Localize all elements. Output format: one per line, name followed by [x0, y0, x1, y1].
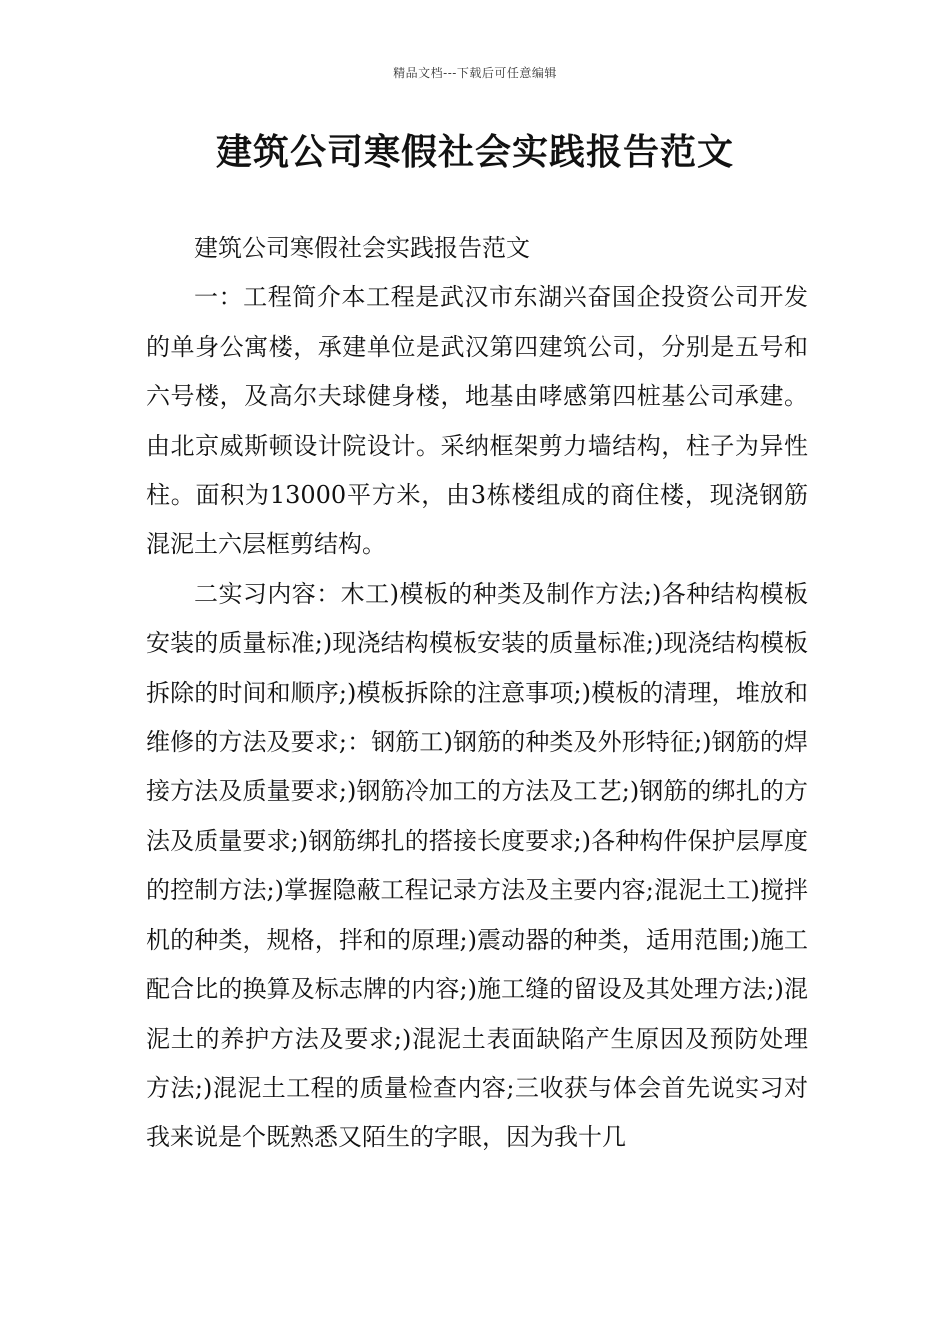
header-note: 精品文档---下载后可任意编辑	[393, 66, 557, 80]
paragraph-subtitle: 建筑公司寒假社会实践报告范文	[194, 234, 530, 262]
paragraph-internship-content: 二实习内容：木工)模板的种类及制作方法;)各种结构模板安装的质量标准;)现浇结构模板安装的质量标准;)现浇结构模板拆除的时间和顺序;)模板拆除的注意事项;)模板的清理，堆放和维修的方法及要求;：钢筋工)钢筋的种类及外形特征;)钢筋的焊接方法及质量要求;)钢筋冷加工的方法及工艺;)钢筋的绑扎的方法及质量要求;)钢筋绑扎的搭接长度要求;)各种构件保护层厚度的控制方法;)掌握隐蔽工程记录方法及主要内容;混泥土工)搅拌机的种类，规格，拌和的原理;)震动器的种类，适用范围;)施工配合比的换算及标志牌的内容;)施工缝的留设及其处理方法;)混泥土的养护方法及要求;)混泥土表面缺陷产生原因及预防处理方法;)混泥土工程的质量检查内容;三收获与体会首先说实习对我来说是个既熟悉又陌生的字眼，因为我十几	[146, 579, 808, 1152]
paragraph-project-intro: 一：工程简介本工程是武汉市东湖兴奋国企投资公司开发的单身公寓楼，承建单位是武汉第四建筑公司，分别是五号和六号楼，及高尔夫球健身楼，地基由哮感第四桩基公司承建。由北京威斯顿设计院设计。采纳框架剪力墙结构，柱子为异性柱。面积为13000平方米，由3栋楼组成的商住楼，现浇钢筋混泥土六层框剪结构。	[146, 283, 808, 559]
document-title: 建筑公司寒假社会实践报告范文	[215, 132, 734, 173]
document-body	[146, 224, 808, 1163]
